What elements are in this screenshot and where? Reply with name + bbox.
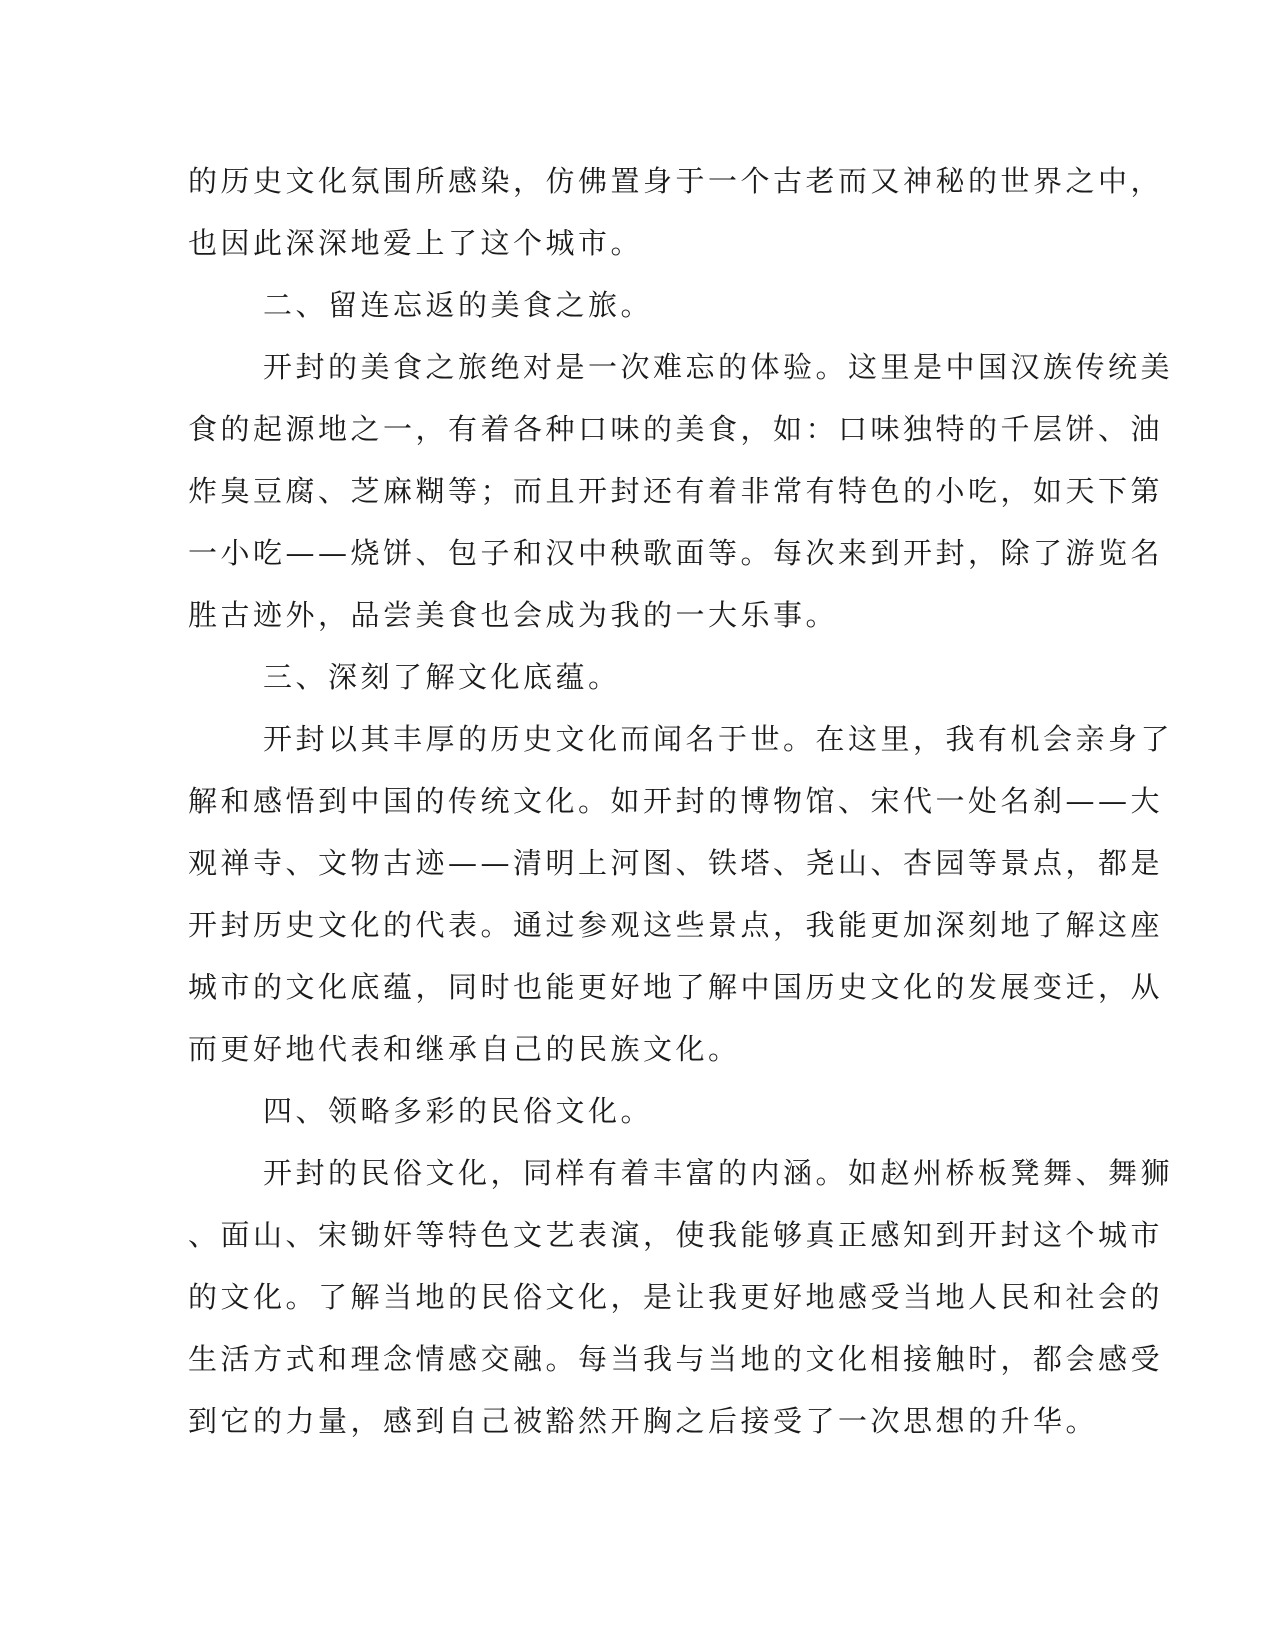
- text-line: 城市的文化底蕴，同时也能更好地了解中国历史文化的发展变迁，从: [188, 970, 1164, 1004]
- text-line: 一小吃——烧饼、包子和汉中秧歌面等。每次来到开封，除了游览名: [188, 536, 1164, 570]
- text-line: 观禅寺、文物古迹——清明上河图、铁塔、尧山、杏园等景点，都是: [188, 846, 1164, 880]
- text-line: 开封的美食之旅绝对是一次难忘的体验。这里是中国汉族传统美: [263, 350, 1174, 384]
- text-line: 的文化。了解当地的民俗文化，是让我更好地感受当地人民和社会的: [188, 1280, 1164, 1314]
- text-line: 开封历史文化的代表。通过参观这些景点，我能更加深刻地了解这座: [188, 908, 1164, 942]
- section-heading: 二、留连忘返的美食之旅。: [263, 288, 654, 322]
- section-heading: 四、领略多彩的民俗文化。: [263, 1094, 654, 1128]
- text-line: 的历史文化氛围所感染，仿佛置身于一个古老而又神秘的世界之中，: [188, 164, 1164, 198]
- section-heading: 三、深刻了解文化底蕴。: [263, 660, 621, 694]
- text-line: 食的起源地之一，有着各种口味的美食，如：口味独特的千层饼、油: [188, 412, 1164, 446]
- text-line: 炸臭豆腐、芝麻糊等；而且开封还有着非常有特色的小吃，如天下第: [188, 474, 1164, 508]
- body-text: [188, 150, 1174, 1452]
- text-line: 也因此深深地爱上了这个城市。: [188, 226, 644, 260]
- text-line: 生活方式和理念情感交融。每当我与当地的文化相接触时，都会感受: [188, 1342, 1164, 1376]
- text-line: 解和感悟到中国的传统文化。如开封的博物馆、宋代一处名刹——大: [188, 784, 1164, 818]
- text-line: 而更好地代表和继承自己的民族文化。: [188, 1032, 741, 1066]
- text-line: 开封的民俗文化，同样有着丰富的内涵。如赵州桥板凳舞、舞狮: [263, 1156, 1174, 1190]
- text-line: 到它的力量，感到自己被豁然开胸之后接受了一次思想的升华。: [188, 1404, 1099, 1438]
- text-line: 胜古迹外，品尝美食也会成为我的一大乐事。: [188, 598, 839, 632]
- text-line: 开封以其丰厚的历史文化而闻名于世。在这里，我有机会亲身了: [263, 722, 1174, 756]
- text-line: 、面山、宋锄奸等特色文艺表演，使我能够真正感知到开封这个城市: [188, 1218, 1164, 1252]
